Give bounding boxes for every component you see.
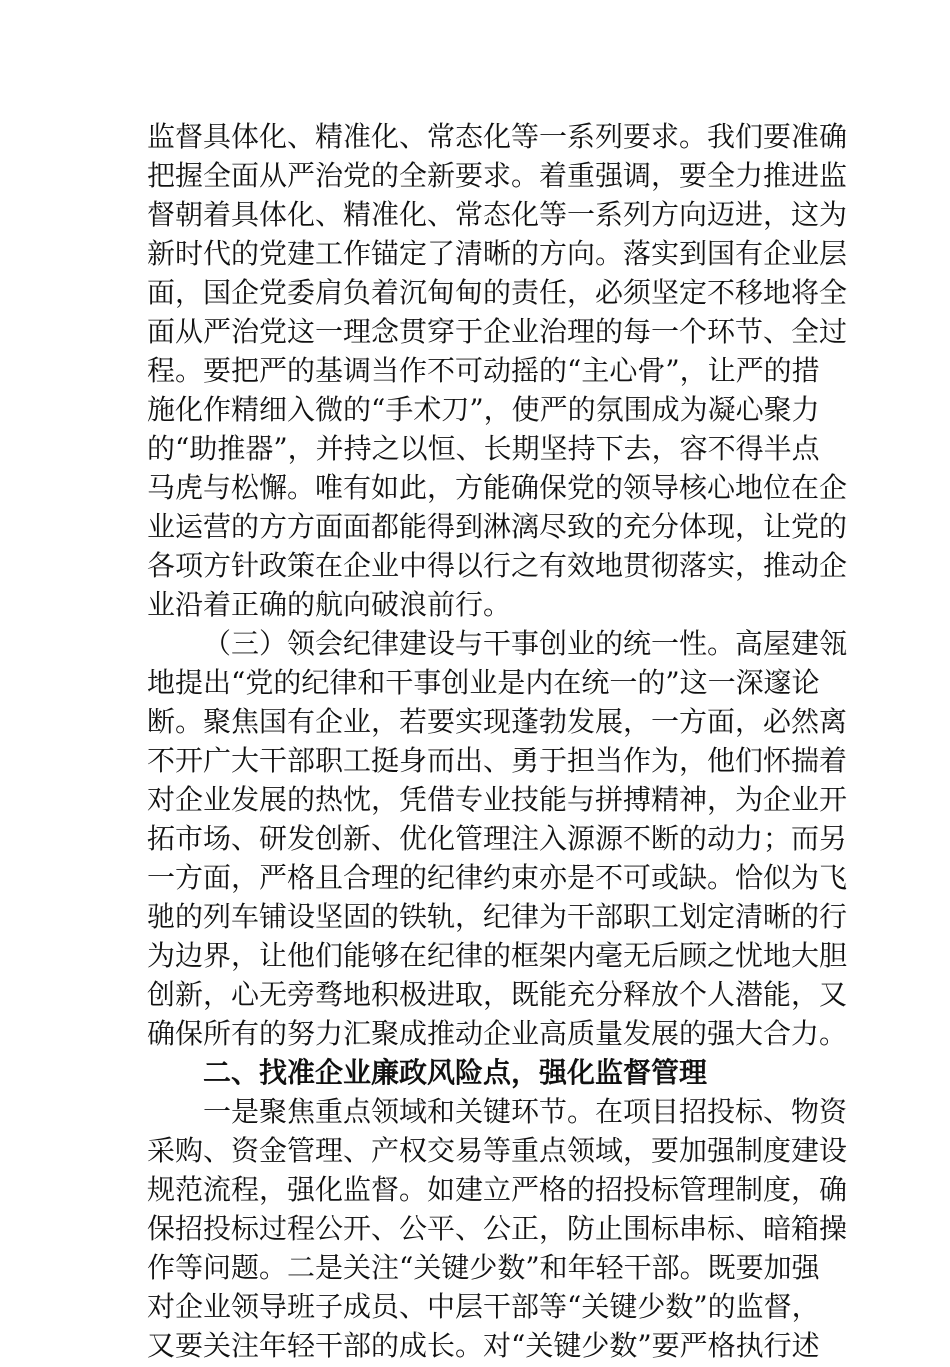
body-text-line: 一是聚焦重点领域和关键环节。在项目招投标、物资 xyxy=(203,1095,848,1128)
body-text-line: 对企业领导班子成员、中层干部等“关键少数”的监督， xyxy=(147,1290,820,1323)
body-text-line: 面从严治党这一理念贯穿于企业治理的每一个环节、全过 xyxy=(147,315,848,348)
body-text-line: 各项方针政策在企业中得以行之有效地贯彻落实，推动企 xyxy=(147,549,848,582)
body-text-line: 新时代的党建工作锚定了清晰的方向。落实到国有企业层 xyxy=(147,237,848,270)
body-text-line: 一方面，严格且合理的纪律约束亦是不可或缺。恰似为飞 xyxy=(147,861,848,894)
body-text-line: 保招投标过程公开、公平、公正，防止围标串标、暗箱操 xyxy=(147,1212,848,1245)
body-text-line: 对企业发展的热忱，凭借专业技能与拼搏精神，为企业开 xyxy=(147,783,848,816)
body-text-line: 把握全面从严治党的全新要求。着重强调，要全力推进监 xyxy=(147,159,848,192)
body-text-line: 程。要把严的基调当作不可动摇的“主心骨”，让严的措 xyxy=(147,354,820,387)
body-text-line: 业运营的方方面面都能得到淋漓尽致的充分体现，让党的 xyxy=(147,510,848,543)
section-heading: 二、找准企业廉政风险点，强化监督管理 xyxy=(203,1056,708,1089)
body-text-line: 创新，心无旁骛地积极进取，既能充分释放个人潜能，又 xyxy=(147,978,848,1011)
body-text-line: 断。聚焦国有企业，若要实现蓬勃发展，一方面，必然离 xyxy=(147,705,848,738)
body-text-line: 业沿着正确的航向破浪前行。 xyxy=(147,588,512,621)
body-text-line: 又要关注年轻干部的成长。对“关键少数”要严格执行述 xyxy=(147,1329,820,1362)
paragraph-lead-line xyxy=(203,623,848,665)
body-text-line: 监督具体化、精准化、常态化等一系列要求。我们要准确 xyxy=(147,120,848,153)
body-text-line: 作等问题。二是关注“关键少数”和年轻干部。既要加强 xyxy=(147,1251,820,1284)
body-text-line: 施化作精细入微的“手术刀”，使严的氛围成为凝心聚力 xyxy=(147,393,820,426)
body-text-line: 采购、资金管理、产权交易等重点领域，要加强制度建设 xyxy=(147,1134,848,1167)
body-text-line: 地提出“党的纪律和干事创业是内在统一的”这一深邃论 xyxy=(147,666,820,699)
body-text-line: 规范流程，强化监督。如建立严格的招投标管理制度，确 xyxy=(147,1173,848,1206)
body-text-line: 拓市场、研发创新、优化管理注入源源不断的动力；而另 xyxy=(147,822,848,855)
body-text-line: 不开广大干部职工挺身而出、勇于担当作为，他们怀揣着 xyxy=(147,744,848,777)
body-text-line: 马虎与松懈。唯有如此，方能确保党的领导核心地位在企 xyxy=(147,471,848,504)
body-text-line: 的“助推器”，并持之以恒、长期坚持下去，容不得半点 xyxy=(147,432,820,465)
body-text-line: 驰的列车铺设坚固的铁轨，纪律为干部职工划定清晰的行 xyxy=(147,900,848,933)
body-text-line: 确保所有的努力汇聚成推动企业高质量发展的强大合力。 xyxy=(147,1017,848,1050)
body-text-line: 督朝着具体化、精准化、常态化等一系列方向迈进，这为 xyxy=(147,198,848,231)
body-text-line: 面，国企党委肩负着沉甸甸的责任，必须坚定不移地将全 xyxy=(147,276,848,309)
body-text-line: 为边界，让他们能够在纪律的框架内毫无后顾之忧地大胆 xyxy=(147,939,848,972)
subsection-lead: （三）领会纪律建设与干事创业的统一性。 xyxy=(203,627,736,660)
body-text-span: 高屋建瓴 xyxy=(735,627,848,660)
